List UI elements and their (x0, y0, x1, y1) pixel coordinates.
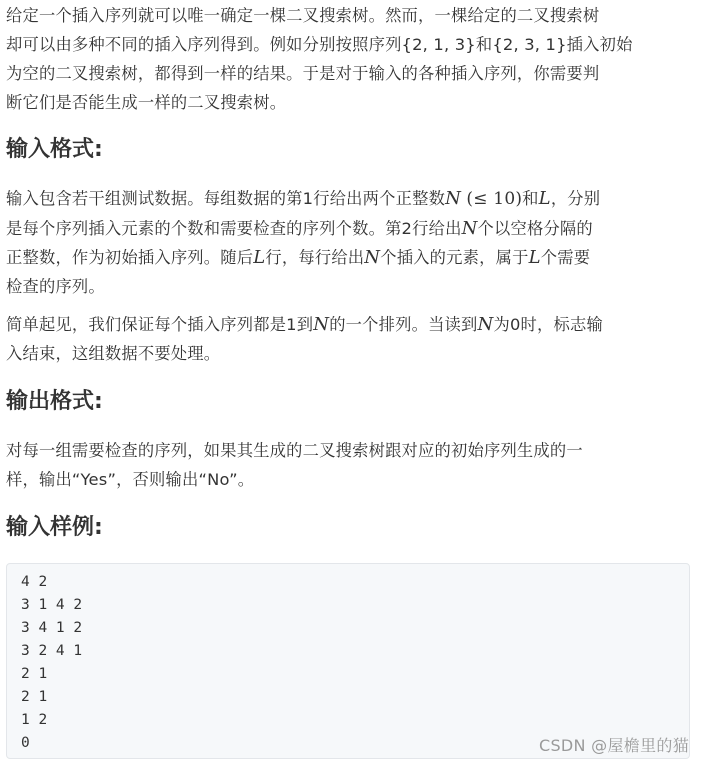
math-l: L (538, 188, 551, 209)
math-n: N (477, 314, 494, 335)
input-text: ，分别 (550, 189, 601, 208)
sample-input-heading: 输入样例: (6, 515, 103, 540)
intro-paragraph (6, 1, 633, 117)
input-note-text: 的一个排列。当读到 (329, 315, 478, 334)
math-n: N (461, 218, 478, 239)
input-format-heading: 输入格式: (6, 137, 103, 162)
code-lines (21, 571, 82, 755)
input-format-paragraph (6, 184, 600, 301)
input-text: 输入包含若干组测试数据。每组数据的第1行给出两个正整数 (6, 189, 446, 208)
output-format-heading: 输出格式: (6, 389, 103, 414)
input-note-text: 为0时，标志输 (493, 315, 603, 334)
code-line: 3 2 4 1 (21, 643, 83, 659)
code-line: 2 1 (21, 666, 48, 682)
code-line: 3 1 4 2 (21, 597, 83, 613)
output-line-2: 样，输出“Yes”，否则输出“No”。 (6, 470, 255, 489)
input-text: 个插入的元素，属于 (380, 248, 529, 267)
math-l: L (253, 247, 266, 268)
input-note-paragraph (6, 310, 603, 368)
math-n: N (445, 188, 462, 209)
intro-line-4: 断它们是否能生成一样的二叉搜索树。 (6, 93, 287, 112)
input-text: 是每个序列插入元素的个数和需要检查的序列个数。第2行给出 (6, 219, 462, 238)
input-text: 检查的序列。 (6, 277, 105, 296)
sample-input-code-block[interactable] (6, 563, 690, 759)
input-text: 和 (522, 189, 539, 208)
input-text: 个需要 (540, 248, 591, 267)
intro-line-3: 为空的二叉搜索树，都得到一样的结果。于是对于输入的各种插入序列，你需要判 (6, 64, 600, 83)
output-line-1: 对每一组需要检查的序列，如果其生成的二叉搜索树跟对应的初始序列生成的一 (6, 441, 583, 460)
code-line: 0 (21, 735, 30, 751)
intro-line-2: 却可以由多种不同的插入序列得到。例如分别按照序列{2, 1, 3}和{2, 3, 1}插入初始 (6, 35, 633, 54)
input-text: 行，每行给出 (265, 248, 365, 267)
code-line: 2 1 (21, 689, 48, 705)
input-note-text: 入结束，这组数据不要处理。 (6, 344, 221, 363)
csdn-watermark: CSDN @屋檐里的猫 (538, 736, 689, 755)
code-line: 3 4 1 2 (21, 620, 83, 636)
input-text: 个以空格分隔的 (477, 219, 593, 238)
math-n: N (364, 247, 381, 268)
math-n: N (313, 314, 330, 335)
code-line: 1 2 (21, 712, 48, 728)
input-note-text: 简单起见，我们保证每个插入序列都是1到 (6, 315, 314, 334)
math-n-constraint: (≤ 10) (466, 189, 523, 209)
code-line: 4 2 (21, 574, 48, 590)
input-text: 正整数，作为初始插入序列。随后 (6, 248, 254, 267)
intro-line-1: 给定一个插入序列就可以唯一确定一棵二叉搜索树。然而，一棵给定的二叉搜索树 (6, 6, 600, 25)
math-l: L (528, 247, 541, 268)
output-format-paragraph (6, 436, 583, 494)
